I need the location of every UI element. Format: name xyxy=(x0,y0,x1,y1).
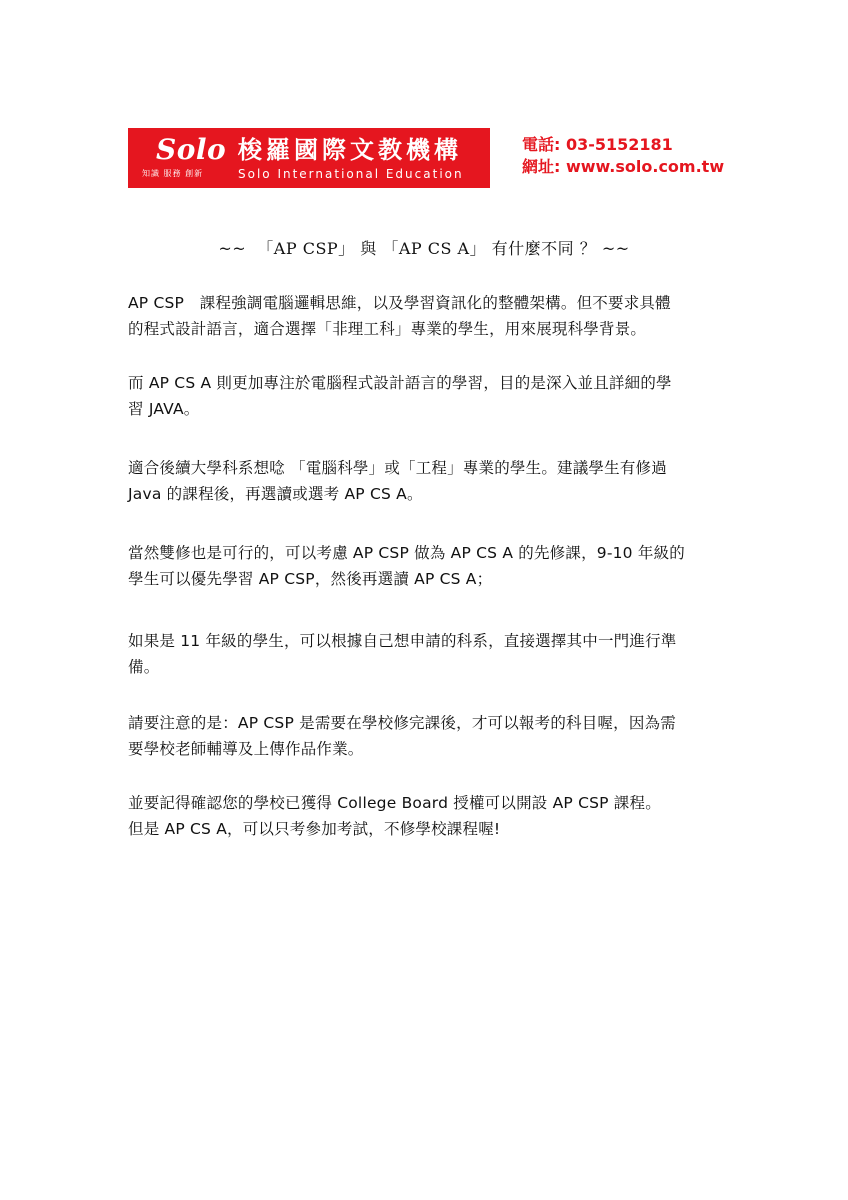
paragraph-line: 的程式設計語言，適合選擇「非理工科」專業的學生，用來展現科學背景。 xyxy=(128,320,647,338)
contact-website: 網址: www.solo.com.tw xyxy=(522,157,725,176)
paragraph-line: 請要注意的是：AP CSP 是需要在學校修完課後，才可以報考的科目喔，因為需 xyxy=(128,714,676,732)
logo-wordmark: Solo xyxy=(156,133,227,166)
paragraph-line: AP CSP 課程強調電腦邏輯思維，以及學習資訊化的整體架構。但不要求具體 xyxy=(128,294,671,312)
paragraph-line: 而 AP CS A 則更加專注於電腦程式設計語言的學習，目的是深入並且詳細的學 xyxy=(128,374,672,392)
header-logo-banner xyxy=(128,128,490,188)
logo-tagline: 知識 服務 創新 xyxy=(142,169,204,178)
paragraph-2 xyxy=(128,370,728,422)
paragraph-line: 備。 xyxy=(128,658,160,676)
paragraph-line: 並要記得確認您的學校已獲得 College Board 授權可以開設 AP CSP 課程。 xyxy=(128,794,661,812)
paragraph-3 xyxy=(128,455,728,507)
document-title: ~~ 「AP CSP」 與 「AP CS A」 有什麼不同 ？ ~~ xyxy=(218,239,630,258)
contact-phone: 電話: 03-5152181 xyxy=(522,135,673,154)
contact-info xyxy=(522,134,724,178)
paragraph-line: 如果是 11 年級的學生，可以根據自己想申請的科系，直接選擇其中一門進行準 xyxy=(128,632,677,650)
paragraph-line: 要學校老師輔導及上傳作品作業。 xyxy=(128,740,364,758)
paragraph-line: 習 JAVA。 xyxy=(128,400,200,418)
paragraph-1 xyxy=(128,290,728,342)
organization-name-chinese: 梭羅國際文教機構 xyxy=(238,136,462,164)
paragraph-line: 適合後續大學科系想唸 「電腦科學」或「工程」專業的學生。建議學生有修過 xyxy=(128,459,667,477)
paragraph-line: Java 的課程後，再選讀或選考 AP CS A。 xyxy=(128,485,423,503)
paragraph-line: 學生可以優先學習 AP CSP，然後再選讀 AP CS A； xyxy=(128,570,493,588)
paragraph-4 xyxy=(128,540,728,592)
paragraph-5 xyxy=(128,628,728,680)
paragraph-line: 但是 AP CS A，可以只考參加考試，不修學校課程喔! xyxy=(128,820,501,838)
paragraph-7 xyxy=(128,790,728,842)
paragraph-6 xyxy=(128,710,728,762)
organization-name-english: Solo International Education xyxy=(238,167,464,181)
paragraph-line: 當然雙修也是可行的，可以考慮 AP CSP 做為 AP CS A 的先修課，9-10 年級的 xyxy=(128,544,685,562)
